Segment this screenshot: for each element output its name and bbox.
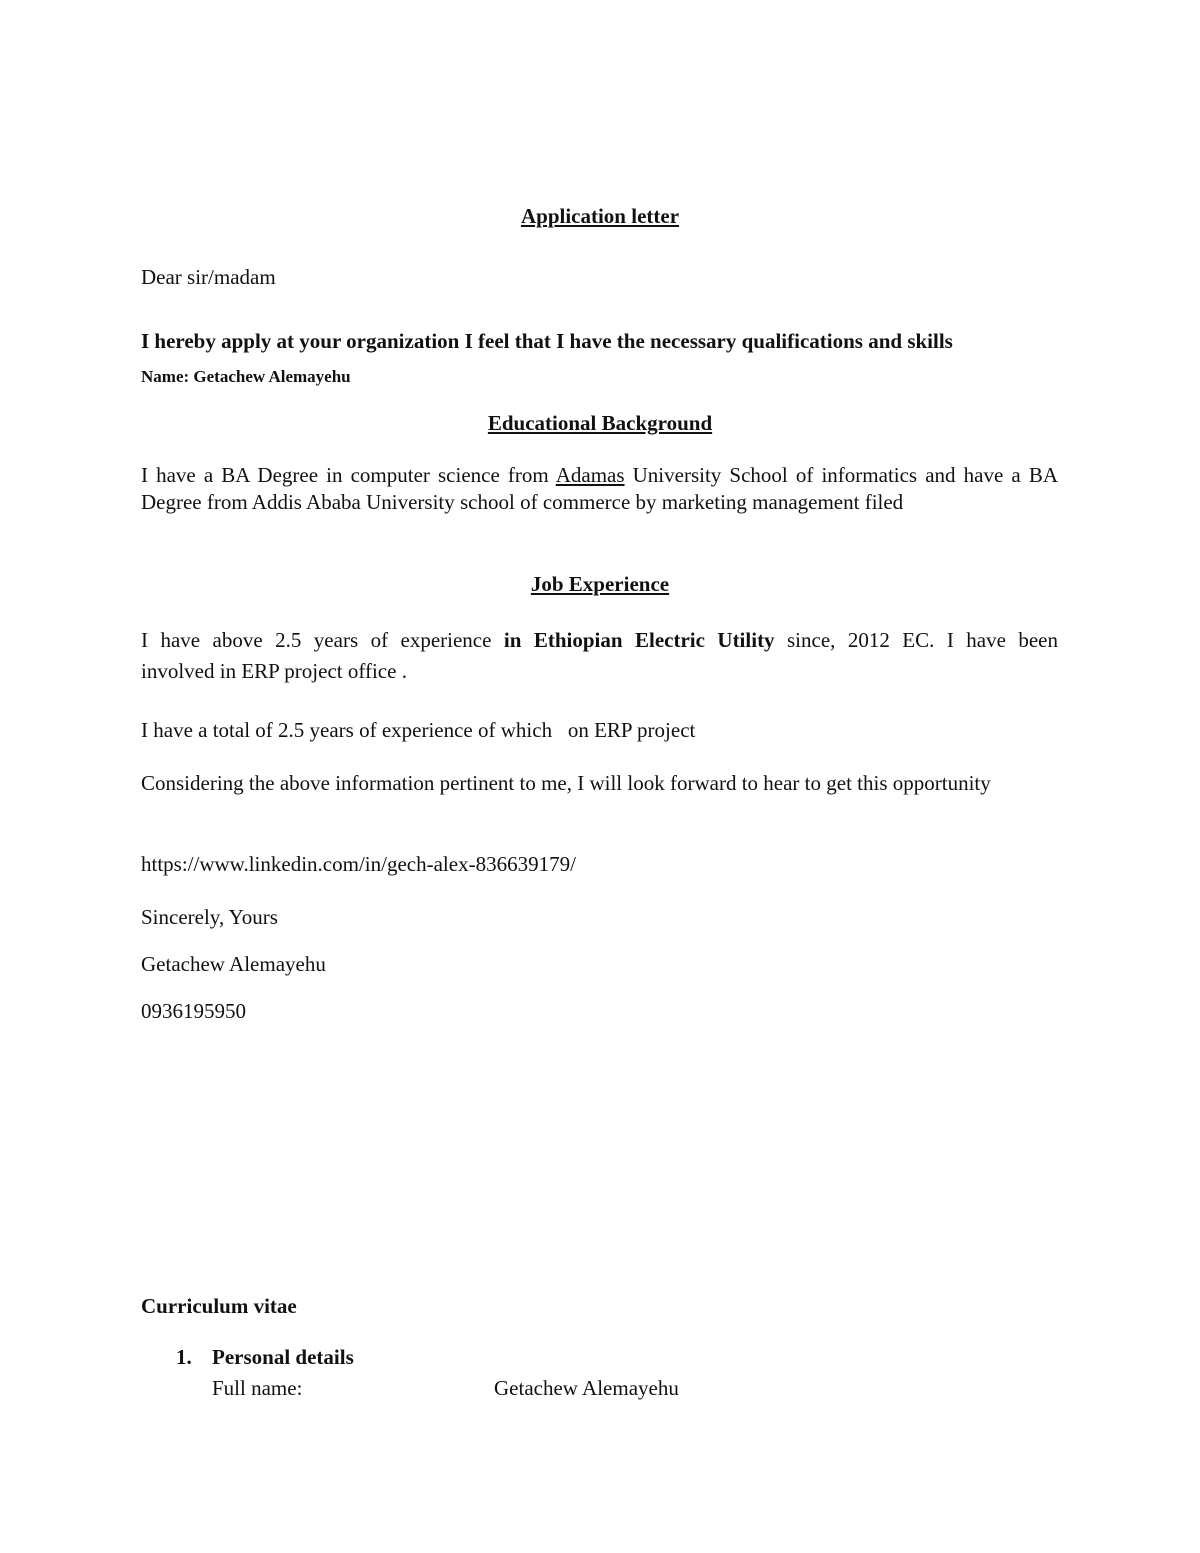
total-experience: I have a total of 2.5 years of experience of which on ERP project <box>141 718 696 742</box>
phone-number: 0936195950 <box>141 999 246 1023</box>
job-experience-line-2: involved in ERP project office . <box>141 659 407 683</box>
education-paragraph <box>141 462 1058 516</box>
job-experience-line-1 <box>141 627 1058 653</box>
job-employer: in Ethiopian Electric Utility <box>503 628 775 652</box>
considering-paragraph: Considering the above information pertinent to me, I will look forward to hear to get this opportunity <box>141 771 991 795</box>
linkedin-url: https://www.linkedin.com/in/gech-alex-836639179/ <box>141 852 576 876</box>
education-text-after: University School of informatics and have a BA Degree from Addis Ababa University school of commerce by marketing management filed <box>141 463 1059 514</box>
letter-title: Application letter <box>520 204 680 228</box>
cv-section-number: 1. <box>176 1345 192 1369</box>
salutation: Dear sir/madam <box>141 265 276 289</box>
closing: Sincerely, Yours <box>141 905 278 929</box>
full-name-label: Full name: <box>212 1376 303 1400</box>
cv-section-heading: Personal details <box>212 1345 354 1369</box>
education-university-name: Adamas <box>555 463 625 487</box>
name-line: Name: Getachew Alemayehu <box>141 367 351 386</box>
job-text-before: I have above 2.5 years of experience <box>141 628 504 652</box>
job-experience-paragraph <box>141 627 1058 684</box>
full-name-value: Getachew Alemayehu <box>494 1376 679 1400</box>
education-text-before: I have a BA Degree in computer science from <box>141 463 556 487</box>
job-experience-heading: Job Experience <box>530 572 670 596</box>
education-heading: Educational Background <box>487 411 713 435</box>
cv-title: Curriculum vitae <box>141 1294 297 1318</box>
job-text-after: since, 2012 EC. I have been <box>774 628 1058 652</box>
intro-statement: I hereby apply at your organization I feel that I have the necessary qualifications and skills <box>141 329 953 353</box>
signature-name: Getachew Alemayehu <box>141 952 326 976</box>
